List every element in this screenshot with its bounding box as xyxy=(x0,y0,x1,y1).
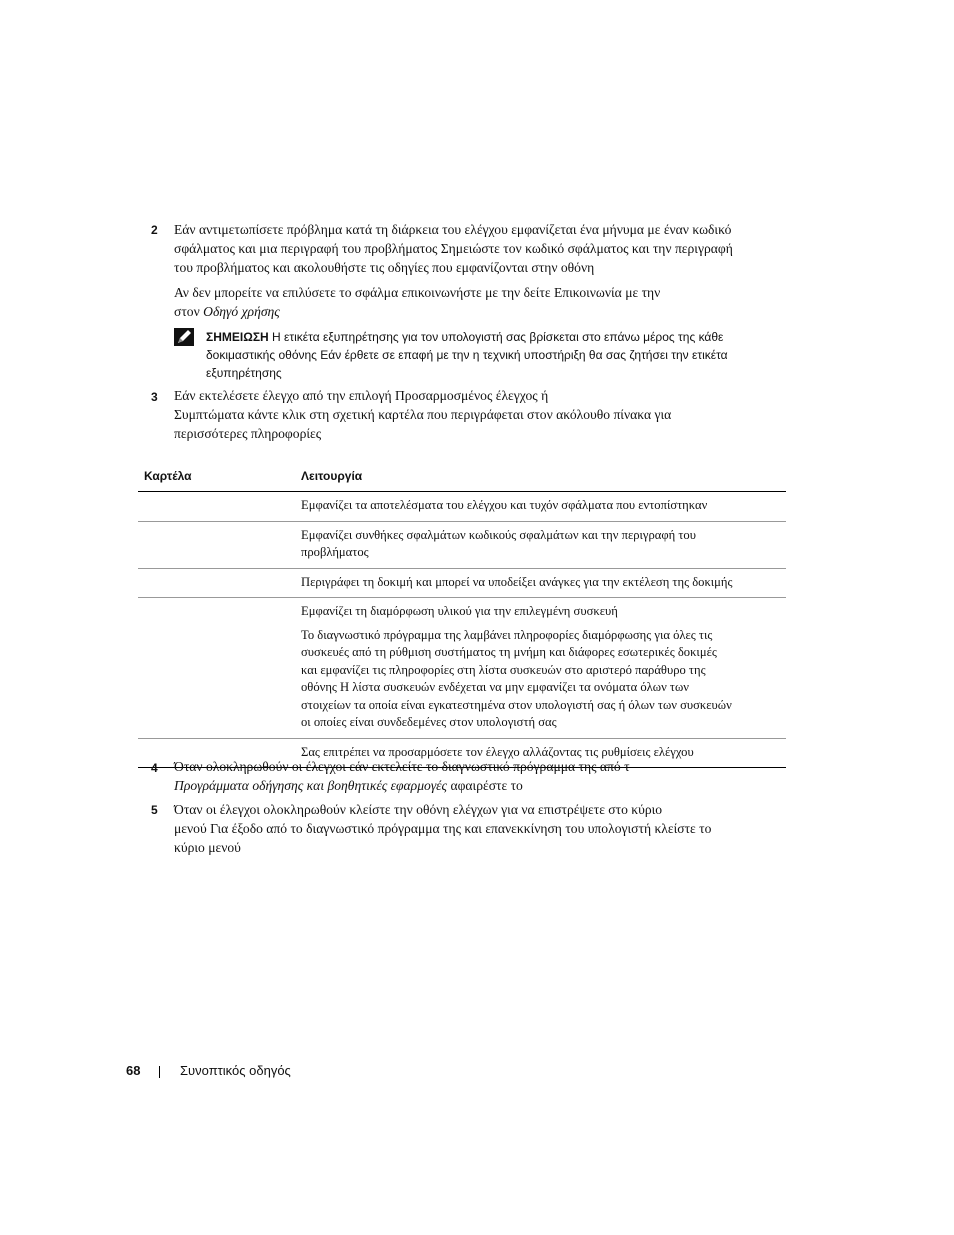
table-cell-tab xyxy=(138,568,295,598)
table-cell-line: οθόνης Η λίστα συσκευών ενδέχεται να μην εμφανίζει τα ονόματα όλων των xyxy=(301,680,689,694)
tabs-function-table xyxy=(138,465,786,768)
step-4-line-2-rest: αφαιρέστε το xyxy=(447,778,523,793)
table-row xyxy=(138,568,786,598)
table-cell-tab xyxy=(138,521,295,568)
table-cell-function xyxy=(295,568,786,598)
table-cell-function xyxy=(295,492,786,522)
user-guide-reference: Οδηγό χρήσης xyxy=(203,304,280,319)
table-header-function: Λειτουργία xyxy=(295,465,786,492)
note-line-3: εξυπηρέτησης xyxy=(206,366,282,380)
table-cell-line: Εμφανίζει τα αποτελέσματα του ελέγχου και τυχόν σφάλματα που εντοπίστηκαν xyxy=(301,498,708,512)
step-3-line-2: Συμπτώματα κάντε κλικ στη σχετική καρτέλα που περιγράφεται στον ακόλουθο πίνακα για xyxy=(174,407,672,422)
footer-separator xyxy=(159,1066,160,1078)
table-cell-line: συσκευές από τη ρύθμιση συστήματος τη μνήμη και διάφορες εσωτερικές δοκιμές xyxy=(301,645,717,659)
table-header-tab: Καρτέλα xyxy=(138,465,295,492)
step-4-line-2 xyxy=(174,776,814,795)
table-row xyxy=(138,521,786,568)
contact-line-2-prefix: στον xyxy=(174,304,204,319)
table-cell-tab xyxy=(138,492,295,522)
table-cell-line: στοιχείων τα οποία είναι εγκατεστημένα στον υπολογιστή σας ή όλων των συσκευών xyxy=(301,697,732,712)
note-label: ΣΗΜΕΙΩΣΗ xyxy=(206,330,269,344)
note-pencil-icon xyxy=(174,328,194,346)
step-number-4: 4 xyxy=(151,761,158,775)
table-cell-function xyxy=(295,598,786,739)
step-2-line-2: σφάλματος και μια περιγραφή του προβλήματος Σημειώστε τον κωδικό σφάλματος και την περιγραφή xyxy=(174,241,733,256)
step-5-line-2: μενού Για έξοδο από το διαγνωστικό πρόγραμμα της και επανεκκίνηση του υπολογιστή κλείστε το xyxy=(174,821,712,836)
step-2-line-1: Εάν αντιμετωπίσετε πρόβλημα κατά τη διάρκεια του ελέγχου εμφανίζεται ένα μήνυμα με έναν κωδικό xyxy=(174,222,732,237)
table-cell-line: Εμφανίζει τη διαμόρφωση υλικού για την επιλεγμένη συσκευή xyxy=(301,604,618,618)
table-row xyxy=(138,492,786,522)
step-2-line-3: του προβλήματος και ακολουθήστε τις οδηγίες που εμφανίζονται στην οθόνη xyxy=(174,260,595,275)
drivers-utilities-reference: Προγράμματα οδήγησης και βοηθητικές εφαρμογές xyxy=(174,778,448,793)
table-cell-line: προβλήματος xyxy=(301,545,369,559)
step-number-3: 3 xyxy=(151,390,158,404)
table-cell-tab xyxy=(138,598,295,739)
step-3-line-1: Εάν εκτελέσετε έλεγχο από την επιλογή Προσαρμοσμένος έλεγχος ή xyxy=(174,388,549,403)
table-row xyxy=(138,598,786,739)
step-3-line-3: περισσότερες πληροφορίες xyxy=(174,426,322,441)
step-number-2: 2 xyxy=(151,223,158,237)
table-cell-subparagraph xyxy=(301,627,780,732)
footer-title: Συνοπτικός οδηγός xyxy=(180,1063,291,1078)
contact-line-2 xyxy=(174,302,814,321)
table-cell-line: Το διαγνωστικό πρόγραμμα της λαμβάνει πληροφορίες διαμόρφωσης για όλες τις xyxy=(301,627,713,642)
contact-line-1: Αν δεν μπορείτε να επιλύσετε το σφάλμα επικοινωνήστε με την δείτε Επικοινωνία με την xyxy=(174,285,661,300)
table-cell-line: Περιγράφει τη δοκιμή και μπορεί να υποδείξει ανάγκες για την εκτέλεση της δοκιμής xyxy=(301,574,733,589)
table-cell-line: οι οποίες είναι συνδεδεμένες στον υπολογιστή σας xyxy=(301,715,557,729)
step-2-text xyxy=(174,220,814,277)
step-4-line-1: Όταν ολοκληρωθούν οι έλεγχοι εάν εκτελείτε το διαγνωστικό πρόγραμμα της από τ xyxy=(174,759,630,774)
step-number-5: 5 xyxy=(151,803,158,817)
page-number: 68 xyxy=(126,1063,141,1078)
step-3-text xyxy=(174,386,814,443)
step-4-text xyxy=(174,757,814,795)
note-line-1 xyxy=(206,328,796,346)
note-line-2: δοκιμαστικής οθόνης Εάν έρθετε σε επαφή με την η τεχνική υποστήριξη θα σας ζητήσει την ετικέτα xyxy=(206,348,728,362)
step-5-text xyxy=(174,800,834,857)
note-block xyxy=(206,328,796,382)
step-5-line-1: Όταν οι έλεγχοι ολοκληρωθούν κλείστε την οθόνη ελέγχων για να επιστρέψετε στο κύριο xyxy=(174,802,663,817)
step-5-line-3: κύριο μενού xyxy=(174,840,241,855)
table-cell-function xyxy=(295,521,786,568)
table-cell-line: Εμφανίζει συνθήκες σφαλμάτων κωδικούς σφαλμάτων και την περιγραφή του xyxy=(301,527,696,542)
table-cell-line: και εμφανίζει τις πληροφορίες στη λίστα συσκευών στο αριστερό παράθυρο της xyxy=(301,662,706,677)
table-header-row xyxy=(138,465,786,492)
table-cell-line: Σας επιτρέπει να προσαρμόσετε τον έλεγχο αλλάζοντας τις ρυθμίσεις ελέγχου xyxy=(301,744,694,759)
contact-paragraph xyxy=(174,283,814,321)
note-text-1: Η ετικέτα εξυπηρέτησης για τον υπολογιστή σας βρίσκεται στο επάνω μέρος της κάθε xyxy=(268,330,724,344)
